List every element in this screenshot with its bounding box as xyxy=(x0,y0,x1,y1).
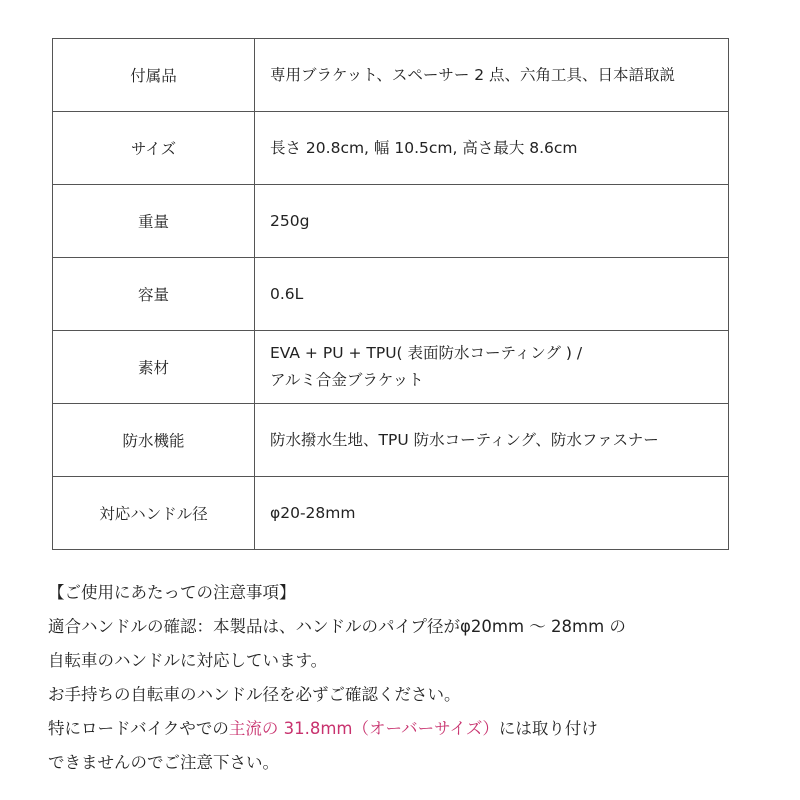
spec-label: 付属品 xyxy=(53,39,255,112)
spec-row-size xyxy=(53,112,729,185)
notes-heading: 【ご使用にあたっての注意事項】 xyxy=(48,583,296,602)
notes-text: には取り付け xyxy=(498,719,598,738)
spec-row-handle-diameter xyxy=(53,477,729,550)
spec-table xyxy=(52,38,729,550)
spec-value-line: EVA + PU + TPU( 表面防水コーティング ) / xyxy=(270,344,583,362)
spec-value-line: 長さ 20.8cm, 幅 10.5cm, 高さ最大 8.6cm xyxy=(270,138,578,157)
spec-row-accessories xyxy=(53,39,729,112)
spec-value-line: 250g xyxy=(270,211,310,230)
spec-label: 対応ハンドル径 xyxy=(53,477,255,550)
spec-value-line: 防水撥水生地、TPU 防水コーティング、防水ファスナー xyxy=(270,430,659,449)
spec-row-weight xyxy=(53,185,729,258)
spec-label: 素材 xyxy=(53,331,255,404)
notes-line: 自転車のハンドルに対応しています。 xyxy=(48,651,328,670)
spec-row-waterproof xyxy=(53,404,729,477)
usage-notes xyxy=(48,576,768,780)
spec-label: 防水機能 xyxy=(53,404,255,477)
spec-label: サイズ xyxy=(53,112,255,185)
spec-value xyxy=(255,185,729,258)
notes-line: お手持ちの自転車のハンドル径を必ずご確認ください。 xyxy=(48,685,461,704)
spec-row-capacity xyxy=(53,258,729,331)
spec-value-line: 0.6L xyxy=(270,284,304,303)
notes-line: できませんのでご注意下さい。 xyxy=(48,753,279,772)
spec-value-line: φ20-28mm xyxy=(270,503,356,522)
spec-value-line: アルミ合金ブラケット xyxy=(270,371,424,389)
spec-value xyxy=(255,258,729,331)
spec-label: 容量 xyxy=(53,258,255,331)
spec-row-material xyxy=(53,331,729,404)
spec-value xyxy=(255,112,729,185)
spec-value-line: 専用ブラケット、スペーサー 2 点、六角工具、日本語取説 xyxy=(270,65,676,84)
spec-label: 重量 xyxy=(53,185,255,258)
notes-line: 適合ハンドルの確認：本製品は、ハンドルのパイプ径がφ20mm ～ 28mm の xyxy=(48,617,626,636)
spec-value xyxy=(255,404,729,477)
highlight-warning: 主流の 31.8mm（オーバーサイズ） xyxy=(228,719,499,738)
notes-text: 特にロードバイクやでの xyxy=(48,719,229,738)
spec-value xyxy=(255,39,729,112)
spec-value xyxy=(255,331,729,404)
spec-value xyxy=(255,477,729,550)
notes-line xyxy=(48,712,768,746)
